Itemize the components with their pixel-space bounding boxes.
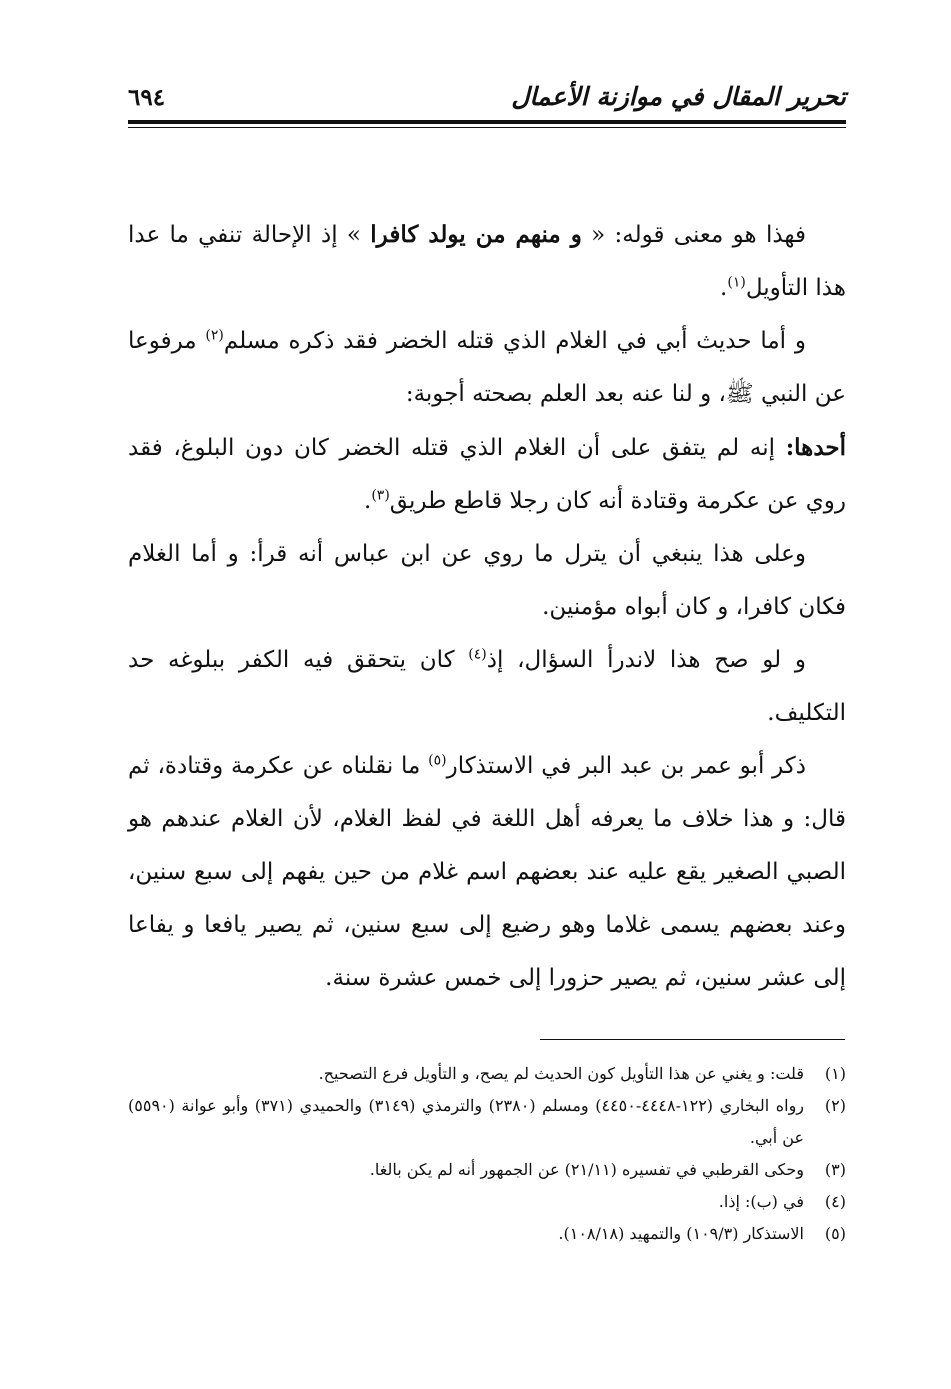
footnote-text: قلت: و يغني عن هذا التأويل كون الحديث لم يصح، و التأويل فرع التصحيح. xyxy=(318,1064,804,1083)
footnote-text: وحكى القرطبي في تفسيره (٢١/١١) عن الجمهور أنه لم يكن بالغا. xyxy=(369,1160,804,1179)
page-header xyxy=(128,70,846,120)
header-rule-thin xyxy=(128,127,846,128)
running-title: تحرير المقال في موازنة الأعمال xyxy=(511,82,846,111)
p3-text-b: . xyxy=(364,488,372,514)
paragraph-5 xyxy=(128,634,846,740)
paragraph-4: وعلى هذا ينبغي أن يترل ما روي عن ابن عباس أنه قرأ: و أما الغلام فكان كافرا، و كان أبواه مؤمنين. xyxy=(128,541,846,620)
footnote-ref-4[interactable]: (٤) xyxy=(468,646,487,663)
footnote-number: (٥) xyxy=(824,1224,846,1243)
page-number: ٦٩٤ xyxy=(128,84,166,111)
footnote-text: في (ب): إذا. xyxy=(718,1192,804,1211)
p6-text-a: ذكر أبو عمر بن عبد البر في الاستذكار xyxy=(446,753,806,779)
p2-text-a: و أما حديث أبي في الغلام الذي قتله الخضر فقد ذكره مسلم xyxy=(223,328,806,354)
paragraph-1 xyxy=(128,208,846,315)
footnote-number: (٣) xyxy=(824,1160,846,1179)
main-text xyxy=(128,208,846,1005)
footnote-1 xyxy=(128,1058,846,1090)
p3-label-bold: أحدها: xyxy=(785,434,846,461)
header-rule-thick xyxy=(128,120,846,124)
paragraph-2 xyxy=(128,315,846,421)
footnote-ref-5[interactable]: (٥) xyxy=(428,752,447,769)
p1-text-c: » إذ الإحالة تنفي ما عدا هذا التأويل xyxy=(128,222,846,301)
p5-text-b: كان يتحقق فيه الكفر ببلوغه حد التكليف. xyxy=(128,647,846,726)
p1-text-d: . xyxy=(720,275,728,301)
footnote-ref-3[interactable]: (٣) xyxy=(371,487,390,504)
footnote-text: رواه البخاري (١٢٢-٤٤٤٨-٤٤٥٠) ومسلم (٢٣٨٠) والترمذي (٣١٤٩) والحميدي (٣٧١) وأبو عوانة (٥٥٩٠) عن أبي. xyxy=(128,1096,805,1147)
footnote-separator xyxy=(540,1039,845,1040)
p1-text-a: فهذا هو معنى قوله: « xyxy=(591,222,807,248)
p2-text-b: مرفوعا عن النبي ﷺ، و لنا عنه بعد العلم بصحته أجوبة: xyxy=(128,328,846,407)
p5-text-a: و لو صح هذا لاندرأ السؤال، إذ xyxy=(486,647,806,673)
footnote-3 xyxy=(128,1154,846,1186)
p6-text-b: ما نقلناه عن عكرمة وقتادة، ثم قال: و هذا خلاف ما يعرفه أهل اللغة في لفظ الغلام، لأن الغلام عندهم هو الصبي الصغير يقع عليه عند بعضهم اسم غلام من حين يفهم إلى سبع سنين، وعند بعضهم يسمى غلاما وهو رضيع إلى سبع سنين، ثم يصير يافعا و يفاعا إلى عشر سنين، ثم يصير حزورا إلى خمس عشرة سنة. xyxy=(128,753,846,991)
p1-quote-bold: و منهم من يولد كافرا xyxy=(370,221,582,248)
footnote-5 xyxy=(128,1218,846,1250)
footnote-number: (٢) xyxy=(824,1096,846,1115)
footnote-4 xyxy=(128,1186,846,1218)
paragraph-6 xyxy=(128,740,846,1005)
paragraph-3 xyxy=(128,421,846,528)
footnote-ref-1[interactable]: (١) xyxy=(727,274,746,291)
footnote-number: (١) xyxy=(824,1064,846,1083)
footnote-text: الاستذكار (١٠٩/٣) والتمهيد (١٠٨/١٨). xyxy=(558,1224,804,1243)
footnote-2 xyxy=(128,1090,846,1154)
footnote-ref-2[interactable]: (٢) xyxy=(205,327,224,344)
footnote-number: (٤) xyxy=(824,1192,846,1211)
p3-text-a: إنه لم يتفق على أن الغلام الذي قتله الخضر كان دون البلوغ، فقد روي عن عكرمة وقتادة أنه كان رجلا قاطع طريق xyxy=(128,435,846,514)
footnotes xyxy=(128,1058,846,1250)
